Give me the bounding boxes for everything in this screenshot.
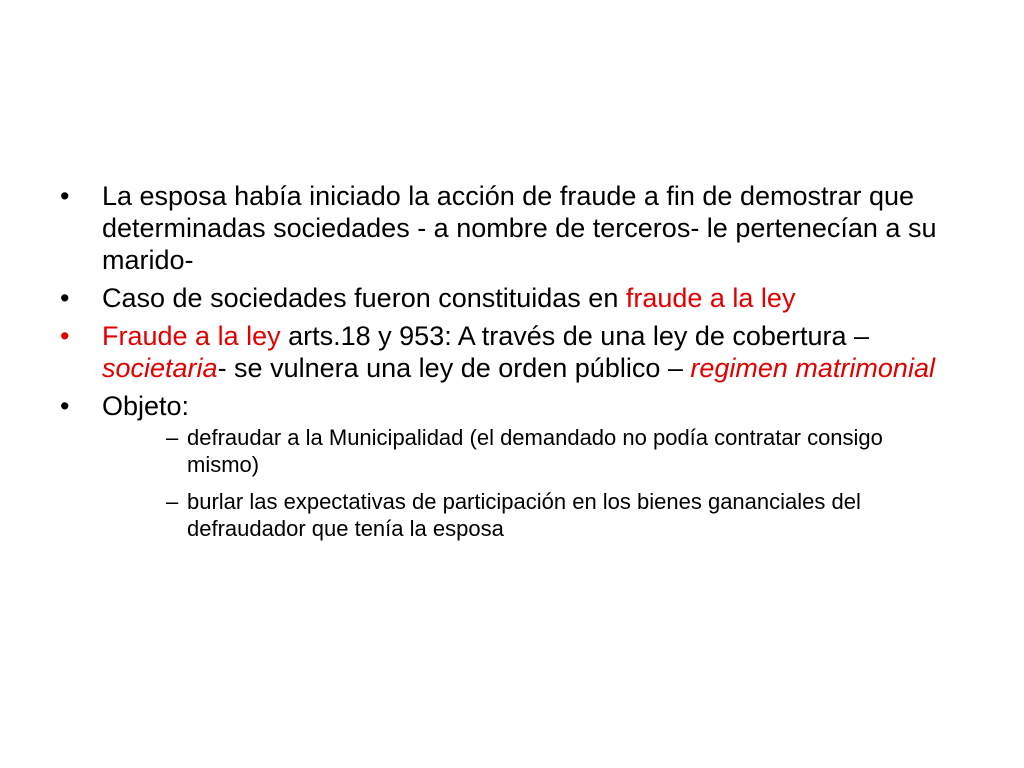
bullet-item-2 bbox=[60, 282, 960, 314]
bullet-text: arts.18 y 953: A través de una ley de cobertura – bbox=[280, 321, 869, 351]
highlighted-italic-text: societaria bbox=[102, 353, 218, 383]
bullet-text: Caso de sociedades fueron constituidas en bbox=[102, 283, 626, 313]
sub-bullet-item-2 bbox=[102, 488, 960, 542]
highlighted-text: fraude a la ley bbox=[625, 283, 796, 313]
bullet-marker: • bbox=[60, 391, 70, 421]
sub-bullet-marker: – bbox=[166, 425, 179, 450]
bullet-marker: • bbox=[60, 181, 70, 211]
highlighted-text: Fraude a la ley bbox=[102, 321, 281, 351]
bullet-item-4 bbox=[60, 390, 960, 542]
sub-bullet-item-1 bbox=[102, 424, 960, 478]
sub-bullet-list bbox=[102, 424, 960, 542]
bullet-marker: • bbox=[60, 283, 70, 313]
sub-bullet-text: burlar las expectativas de participación en los bienes gananciales del defraudador que tenía la esposa bbox=[187, 489, 861, 541]
bullet-text: Objeto: bbox=[102, 391, 190, 421]
bullet-item-1 bbox=[60, 180, 960, 276]
sub-bullet-text: defraudar a la Municipalidad (el demandado no podía contratar consigo mismo) bbox=[187, 425, 883, 477]
sub-bullet-marker: – bbox=[166, 489, 179, 514]
bullet-marker: • bbox=[60, 321, 70, 351]
bullet-text: La esposa había iniciado la acción de fraude a fin de demostrar que determinadas sociedades - a nombre de terceros- le pertenecían a su marido- bbox=[102, 181, 937, 275]
highlighted-italic-text: regimen matrimonial bbox=[690, 353, 935, 383]
bullet-item-3 bbox=[60, 320, 960, 384]
bullet-text: - se vulnera una ley de orden público – bbox=[217, 353, 691, 383]
bullet-list bbox=[60, 180, 960, 552]
